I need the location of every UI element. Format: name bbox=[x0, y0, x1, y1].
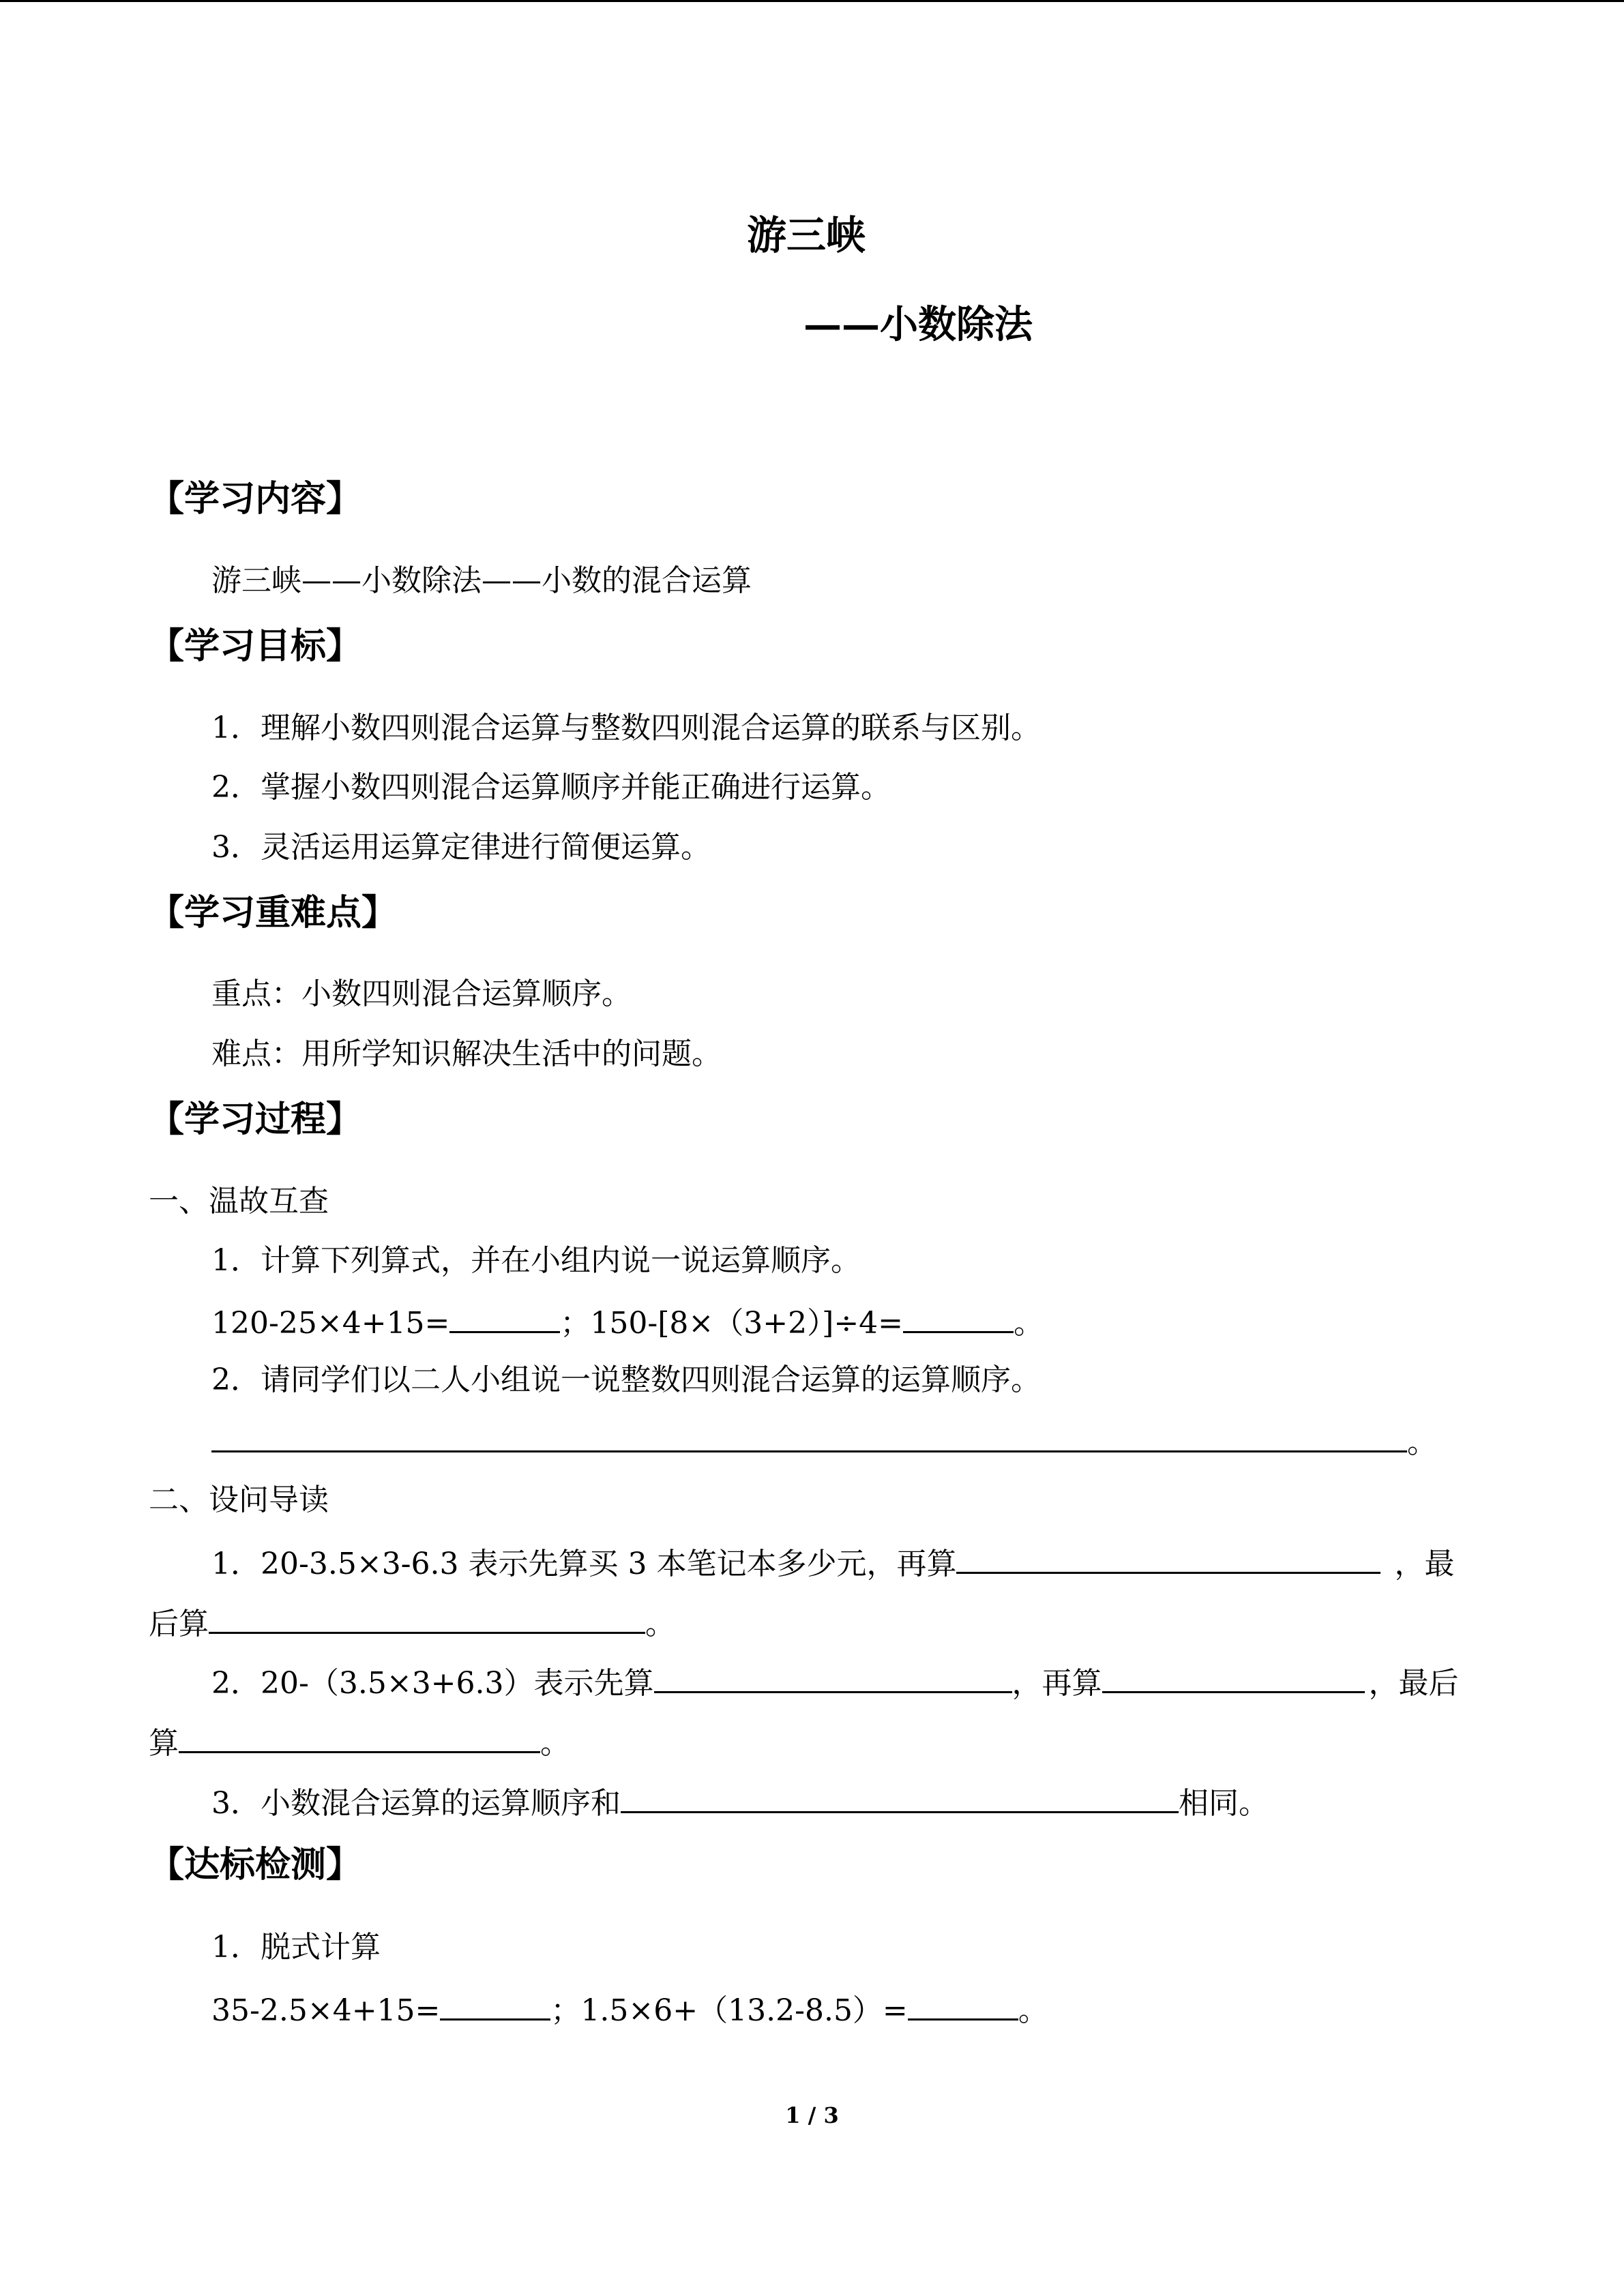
question-text: 。 bbox=[540, 1726, 570, 1761]
page-number: 1 / 3 bbox=[785, 2102, 839, 2128]
question-text: 相同。 bbox=[1179, 1786, 1269, 1821]
answer-blank-8[interactable] bbox=[621, 1780, 1179, 1813]
part2-question-2-line2 bbox=[149, 1720, 570, 1764]
question-text: ，最 bbox=[1394, 1547, 1455, 1581]
part2-question-1-line1 bbox=[211, 1540, 1454, 1585]
answer-blank-1[interactable] bbox=[449, 1300, 560, 1333]
answer-blank-6[interactable] bbox=[1102, 1660, 1365, 1693]
question-text: ，再算 bbox=[1012, 1666, 1102, 1701]
question-text: 。 bbox=[645, 1607, 675, 1641]
part1-question-2: 2．请同学们以二人小组说一说整数四则混合运算的运算顺序。 bbox=[211, 1362, 1041, 1397]
test-expression-line bbox=[211, 1987, 1048, 2031]
goal-item-1: 1．理解小数四则混合运算与整数四则混合运算的联系与区别。 bbox=[211, 711, 1041, 745]
answer-blank-7[interactable] bbox=[179, 1720, 540, 1753]
question-text: 2．20-（3.5×3+6.3）表示先算 bbox=[211, 1666, 654, 1701]
section-heading-goals: 【学习目标】 bbox=[149, 625, 362, 667]
answer-line-end: 。 bbox=[1407, 1425, 1437, 1460]
question-text: 3．小数混合运算的运算顺序和 bbox=[211, 1786, 621, 1821]
goal-item-2: 2．掌握小数四则混合运算顺序并能正确进行运算。 bbox=[211, 770, 891, 805]
section-heading-test: 【达标检测】 bbox=[149, 1844, 362, 1885]
answer-blank-5[interactable] bbox=[654, 1660, 1012, 1693]
expression-a: 35-2.5×4+15= bbox=[211, 1993, 441, 2028]
page-subtitle: ——小数除法 bbox=[803, 302, 1033, 347]
answer-blank-3[interactable] bbox=[956, 1540, 1381, 1574]
question-text: 算 bbox=[149, 1726, 179, 1761]
expression-end: 。 bbox=[1014, 1306, 1044, 1341]
question-text: 后算 bbox=[149, 1607, 209, 1641]
part1-title: 一、温故互查 bbox=[149, 1184, 329, 1219]
part1-expression-line bbox=[211, 1300, 1044, 1344]
expression-b: ；1.5×6+（13.2-8.5）= bbox=[550, 1993, 908, 2028]
expression-b: ；150-[8×（3+2）]÷4= bbox=[560, 1306, 904, 1341]
answer-blank-10[interactable] bbox=[908, 1987, 1018, 2021]
answer-blank-long[interactable] bbox=[211, 1419, 1407, 1452]
part2-question-2-line1 bbox=[211, 1660, 1459, 1704]
answer-blank-4[interactable] bbox=[209, 1600, 645, 1634]
part2-title: 二、设问导读 bbox=[149, 1482, 329, 1517]
top-border-line bbox=[0, 0, 1624, 2]
section-heading-content: 【学习内容】 bbox=[149, 478, 362, 520]
focus-text: 重点：小数四则混合运算顺序。 bbox=[211, 976, 632, 1011]
answer-blank-9[interactable] bbox=[440, 1987, 550, 2021]
section-heading-keypoints: 【学习重难点】 bbox=[149, 892, 398, 934]
difficulty-text: 难点：用所学知识解决生活中的问题。 bbox=[211, 1037, 722, 1071]
part2-question-1-line2 bbox=[149, 1600, 675, 1645]
expression-a: 120-25×4+15= bbox=[211, 1306, 450, 1341]
expression-end: 。 bbox=[1018, 1993, 1048, 2028]
part2-question-3 bbox=[211, 1780, 1269, 1824]
goal-item-3: 3．灵活运用运算定律进行简便运算。 bbox=[211, 830, 711, 865]
page-title: 游三峡 bbox=[747, 212, 866, 258]
answer-blank-2[interactable] bbox=[903, 1300, 1014, 1333]
content-text: 游三峡——小数除法——小数的混合运算 bbox=[211, 563, 752, 598]
part1-question-1: 1．计算下列算式，并在小组内说一说运算顺序。 bbox=[211, 1243, 861, 1278]
question-text: ，最后 bbox=[1368, 1666, 1459, 1701]
section-heading-process: 【学习过程】 bbox=[149, 1099, 362, 1140]
question-text: 1．20-3.5×3-6.3 表示先算买 3 本笔记本多少元，再算 bbox=[211, 1547, 957, 1581]
test-question-1: 1．脱式计算 bbox=[211, 1930, 381, 1965]
part1-answer-line bbox=[211, 1419, 1437, 1463]
